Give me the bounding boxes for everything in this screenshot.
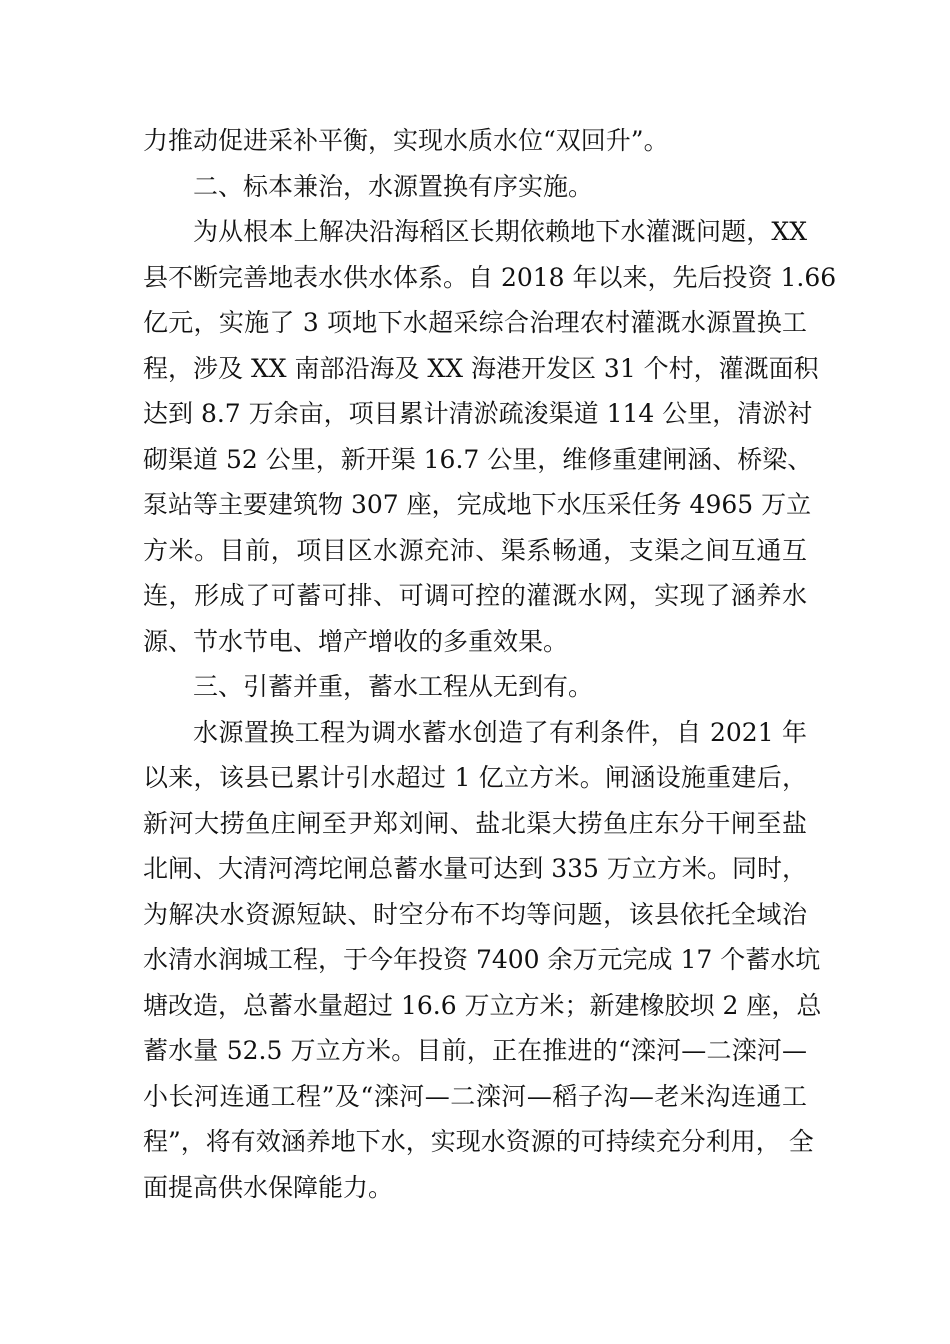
text-line: 小长河连通工程”及“滦河—二滦河—稻子沟—老米沟连通工: [143, 1081, 807, 1111]
text-line: 亿元，实施了 3 项地下水超采综合治理农村灌溉水源置换工: [143, 308, 807, 337]
text-line: 县不断完善地表水供水体系。自 2018 年以来，先后投资 1.66: [143, 262, 837, 292]
text-line: 砌渠道 52 公里，新开渠 16.7 公里，维修重建闸涵、桥梁、: [143, 444, 813, 474]
text-line: 蓄水量 52.5 万立方米。目前，正在推进的“滦河—二滦河—: [143, 1036, 807, 1065]
text-line: 达到 8.7 万余亩，项目累计清淤疏浚渠道 114 公里，清淤衬: [143, 399, 813, 428]
text-line: 为从根本上解决沿海稻区长期依赖地下水灌溉问题，XX: [193, 217, 807, 246]
section-heading: 二、标本兼治，水源置换有序实施。: [193, 171, 594, 201]
text-line: 新河大捞鱼庄闸至尹郑刘闸、盐北渠大捞鱼庄东分干闸至盐: [143, 808, 807, 838]
text-line: 面提高供水保障能力。: [143, 1172, 394, 1202]
text-line: 源、节水节电、增产增收的多重效果。: [143, 626, 569, 656]
text-line: 方米。目前，项目区水源充沛、渠系畅通，支渠之间互通互: [143, 535, 807, 565]
text-line: 水源置换工程为调水蓄水创造了有利条件，自 2021 年: [193, 717, 807, 747]
text-line: 泵站等主要建筑物 307 座，完成地下水压采任务 4965 万立: [143, 490, 812, 519]
text-line: 力推动促进采补平衡，实现水质水位“双回升”。: [143, 126, 669, 155]
text-line: 水清水润城工程，于今年投资 7400 余万元完成 17 个蓄水坑: [143, 945, 821, 974]
text-line: 为解决水资源短缺、时空分布不均等问题，该县依托全域治: [143, 899, 807, 929]
text-line: 程”，将有效涵养地下水，实现水资源的可持续充分利用， 全: [143, 1127, 814, 1156]
document-body: [143, 118, 837, 1210]
text-line: 北闸、大清河湾坨闸总蓄水量可达到 335 万立方米。同时，: [143, 854, 807, 883]
text-line: 程，涉及 XX 南部沿海及 XX 海港开发区 31 个村，灌溉面积: [143, 353, 819, 383]
section-heading: 三、引蓄并重，蓄水工程从无到有。: [193, 672, 594, 701]
text-line: 以来，该县已累计引水超过 1 亿立方米。闸涵设施重建后，: [143, 763, 807, 792]
text-line: 塘改造，总蓄水量超过 16.6 万立方米；新建橡胶坝 2 座，总: [143, 990, 822, 1020]
text-line: 连，形成了可蓄可排、可调可控的灌溉水网，实现了涵养水: [143, 581, 807, 610]
